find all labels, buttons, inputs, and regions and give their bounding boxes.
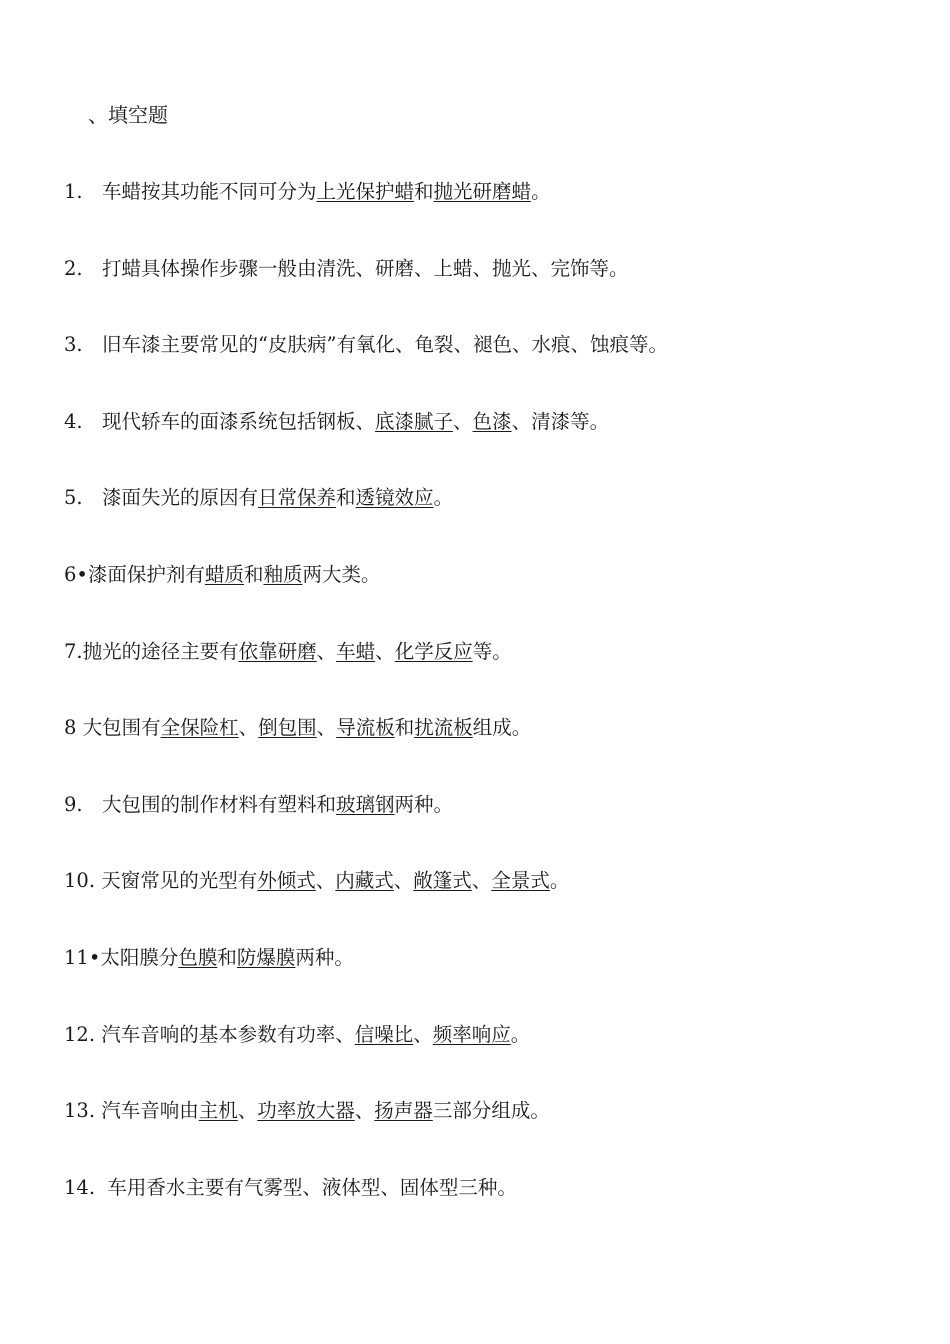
answer-blank: 底漆腻子 (375, 409, 454, 433)
answer-blank: 上光保护蜡 (316, 180, 415, 203)
question-number: 12. (64, 1022, 102, 1046)
answer-blank: 敞篷式 (413, 869, 472, 893)
question-text: 两种。 (295, 945, 354, 969)
question-text: 两种。 (394, 792, 454, 816)
question-text: 现代轿车的面漆系统包括钢板、 (102, 409, 376, 433)
question-text: 和 (336, 486, 356, 510)
question-number: 14. (64, 1175, 108, 1199)
question-text: 。 (549, 869, 570, 893)
question-text: 大包围的制作材料有塑料和 (102, 792, 337, 816)
question-text: 、 (237, 1099, 258, 1123)
question-number: 4. (64, 409, 83, 433)
question-text: 车用香水主要有气雾型、液体型、固体型三种。 (107, 1175, 517, 1199)
question-text: 车蜡按其功能不同可分为 (102, 180, 317, 203)
question-text: 漆面失光的原因有 (102, 486, 259, 510)
answer-blank: 扬声器 (374, 1099, 433, 1123)
question-number: 5. (64, 486, 83, 510)
question-item (64, 484, 668, 561)
question-text: 太阳膜分 (100, 945, 179, 969)
question-number: 2. (64, 256, 83, 280)
question-item (64, 791, 668, 868)
question-text: 、 (413, 1022, 433, 1046)
question-text: 、 (316, 639, 337, 663)
answer-blank: 导流板 (336, 716, 395, 740)
answer-blank: 主机 (198, 1099, 238, 1123)
question-number: 9. (64, 792, 83, 816)
question-list (64, 178, 668, 1250)
question-item (64, 561, 668, 638)
answer-blank: 信噪比 (354, 1022, 414, 1046)
question-text: 等。 (472, 639, 512, 663)
question-text: 和 (217, 945, 237, 969)
question-text: 。 (510, 1022, 531, 1046)
question-number: 13. (64, 1099, 102, 1123)
answer-blank: 色漆 (472, 409, 512, 433)
answer-blank: 依靠研磨 (238, 639, 317, 663)
question-item (64, 408, 668, 485)
question-text: 、清漆等。 (511, 409, 610, 433)
question-number: 3. (64, 333, 83, 357)
answer-blank: 外倾式 (257, 869, 316, 893)
answer-blank: 抛光研磨蜡 (433, 180, 532, 203)
answer-blank: 玻璃钢 (336, 792, 395, 816)
question-text: 漆面保护剂有 (87, 562, 205, 586)
question-item (64, 1097, 668, 1174)
answer-blank: 扰流板 (414, 716, 473, 740)
question-text: 、 (316, 716, 337, 740)
question-text: 和 (394, 716, 415, 740)
question-text: 和 (414, 180, 434, 203)
question-text: 、 (315, 869, 336, 893)
question-item (64, 944, 668, 1021)
answer-blank: 功率放大器 (257, 1099, 355, 1123)
question-number: 11• (64, 945, 101, 969)
answer-blank: 全景式 (491, 869, 550, 893)
answer-blank: 频率响应 (432, 1022, 511, 1046)
question-text: 、 (453, 409, 473, 433)
question-item (64, 1174, 668, 1251)
question-text: 三部分组成。 (432, 1099, 550, 1123)
question-item (64, 638, 668, 715)
answer-blank: 釉质 (263, 562, 303, 586)
question-number: 10. (64, 869, 102, 893)
question-item (64, 867, 668, 944)
question-text: 汽车音响的基本参数有功率、 (101, 1022, 355, 1046)
question-number: 1. (64, 180, 83, 203)
question-text: 。 (531, 180, 551, 203)
question-text: 两大类。 (302, 562, 381, 586)
section-heading: 、填空题 (88, 103, 168, 127)
answer-blank: 全保险杠 (160, 716, 239, 740)
question-item (64, 178, 668, 255)
question-text: 抛光的途径主要有 (82, 639, 239, 663)
question-text: 打蜡具体操作步骤一般由清洗、研磨、上蜡、抛光、完饰等。 (102, 256, 629, 280)
question-item (64, 1021, 668, 1098)
question-text: 汽车音响由 (101, 1099, 199, 1123)
question-text: 组成。 (472, 716, 532, 740)
question-text: 、 (471, 869, 492, 893)
question-text: 、 (354, 1099, 375, 1123)
question-number: 8 (64, 716, 83, 740)
question-item (64, 331, 668, 408)
question-text: 、 (375, 639, 395, 663)
question-text: 大包围有 (82, 716, 161, 740)
question-text: 和 (243, 562, 264, 586)
answer-blank: 防爆膜 (236, 945, 296, 969)
question-number: 7. (64, 639, 83, 663)
question-item (64, 714, 668, 791)
question-text: 旧车漆主要常见的“皮肤病”有氧化、龟裂、褪色、水痕、蚀痕等。 (102, 333, 668, 357)
question-text: 。 (433, 486, 454, 510)
answer-blank: 车蜡 (336, 639, 376, 663)
answer-blank: 内藏式 (335, 869, 394, 893)
answer-blank: 日常保养 (258, 486, 337, 510)
question-text: 、 (238, 716, 259, 740)
question-text: 、 (393, 869, 414, 893)
answer-blank: 化学反应 (394, 639, 473, 663)
answer-blank: 倒包围 (258, 716, 317, 740)
answer-blank: 透镜效应 (355, 486, 434, 510)
question-text: 天窗常见的光型有 (101, 869, 258, 893)
answer-blank: 蜡质 (204, 562, 244, 586)
question-number: 6• (64, 562, 88, 586)
question-item (64, 255, 668, 332)
answer-blank: 色膜 (178, 945, 218, 969)
